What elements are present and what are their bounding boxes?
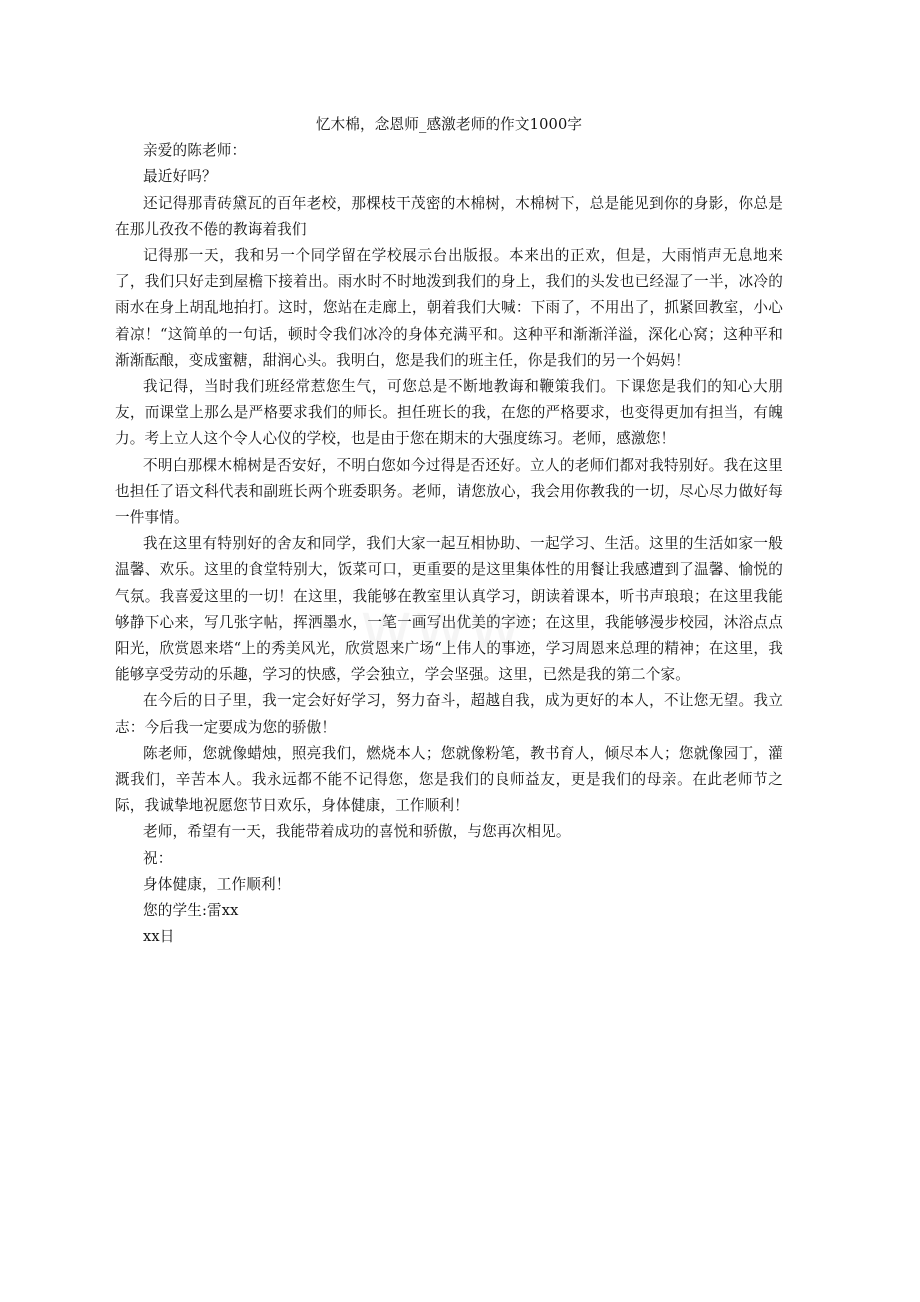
paragraph-rain-day: 记得那一天，我和另一个同学留在学校展示台出版报。本来出的正欢，但是，大雨悄声无息地来了，我们只好走到屋檐下接着出。雨水时不时地泼到我们的身上，我们的头发也已经湿了一半，冰冷的雨水在身上胡乱地拍打。这时，您站在走廊上，朝着我们大喊：下雨了，不用出了，抓紧回教室，小心着凉！“这简单的一句话，顿时令我们冰冷的身体充满平和。这种平和渐渐洋溢，深化心窝；这种平和渐渐酝酿，变成蜜糖，甜润心头。我明白，您是我们的班主任，你是我们的另一个妈妈！ [115,247,783,369]
document-body [115,112,783,951]
document-title: 忆木棉，念恩师_感激老师的作文1000字 [315,116,583,133]
closing-wish: 祝： [143,849,173,867]
paragraph-strict-teacher: 我记得，当时我们班经常惹您生气，可您总是不断地教诲和鞭策我们。下课您是我们的知心大朋友，而课堂上那么是严格要求我们的师长。担任班长的我，在您的严格要求，也变得更加有担当，有魄力。考上立人这个令人心仪的学校，也是由于您在期末的大强度练习。老师，感激您！ [115,378,783,448]
paragraph-new-school-life: 我在这里有特别好的舍友和同学，我们大家一起互相协助、一起学习、生活。这里的生活如家一般温馨、欢乐。这里的食堂特别大，饭菜可口，更重要的是这里集体性的用餐让我感遭到了温馨、愉悦的气氛。我喜爱这里的一切！在这里，我能够在教室里认真学习，朗读着课本，听书声琅琅；在这里我能够静下心来，写几张字帖，挥洒墨水，一笔一画写出优美的字迹；在这里，我能够漫步校园，沐浴点点阳光，欣赏恩来塔“上的秀美风光，欣赏恩来广场“上伟人的事迹，学习周恩来总理的精神；在这里，我能够享受劳动的乐趣，学习的快感，学会独立，学会坚强。这里，已然是我的第二个家。 [115,535,783,684]
paragraph-hope: 老师，希望有一天，我能带着成功的喜悦和骄傲，与您再次相见。 [143,823,571,841]
signature: 您的学生:雷xx [143,902,239,920]
paragraph-memory-school: 还记得那青砖黛瓦的百年老校，那棵枝干茂密的木棉树，木棉树下，总是能见到你的身影，你总是在那儿孜孜不倦的教诲着我们 [115,194,783,238]
paragraph-resolution: 在今后的日子里，我一定会好好学习，努力奋斗，超越自我，成为更好的本人，不让您无望。我立志：今后我一定要成为您的骄傲！ [115,692,783,736]
greeting: 最近好吗？ [143,168,217,186]
salutation: 亲爱的陈老师： [143,142,247,160]
closing-blessing: 身体健康，工作顺利！ [143,875,291,893]
date-line: xx日 [143,928,175,946]
paragraph-teacher-metaphor: 陈老师，您就像蜡烛，照亮我们，燃烧本人；您就像粉笔，教书育人，倾尽本人；您就像园丁，灌溉我们，辛苦本人。我永远都不能不记得您，您是我们的良师益友，更是我们的母亲。在此老师节之际，我诚挚地祝愿您节日欢乐，身体健康，工作顺利！ [115,744,783,815]
paragraph-kapok-tree: 不明白那棵木棉树是否安好，不明白您如今过得是否还好。立人的老师们都对我特别好。我在这里也担任了语文科代表和副班长两个班委职务。老师，请您放心，我会用你教我的一切，尽心尽力做好每一件事情。 [115,456,783,527]
